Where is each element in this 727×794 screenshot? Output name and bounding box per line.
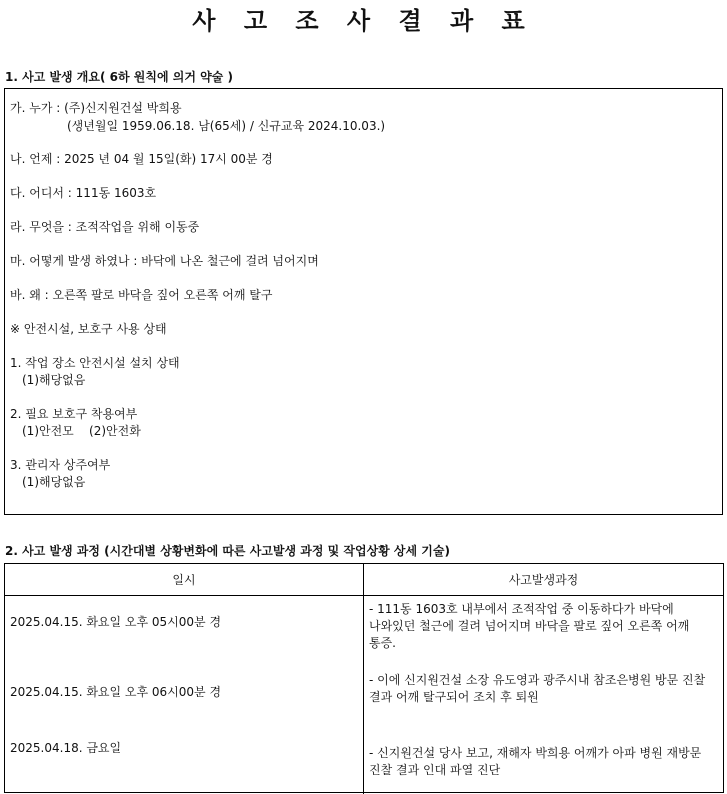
why-line: 바. 왜 : 오른쪽 팔로 바닥을 짚어 오른쪽 어깨 탈구 (10, 288, 273, 302)
document-title: 사 고 조 사 결 과 표 (192, 7, 535, 35)
safety-item-3-title: 3. 관리자 상주여부 (10, 458, 111, 472)
column-divider (363, 564, 364, 794)
safety-item-1-title: 1. 작업 장소 안전시설 설치 상태 (10, 356, 180, 370)
table-header-process: 사고발생과정 (508, 573, 579, 587)
safety-item-1-value: (1)해당없음 (22, 373, 86, 387)
section-heading-overview: 1. 사고 발생 개요( 6하 원칙에 의거 약술 ) (5, 70, 233, 84)
safety-status-heading: ※ 안전시설, 보호구 사용 상태 (10, 322, 167, 336)
row-3-date: 2025.04.18. 금요일 (10, 741, 122, 755)
row-2-process: - 이에 신지원건설 소장 유도영과 광주시내 참조은병원 방문 진찰 결과 어깨 탈구되어 조치 후 퇴원 (369, 673, 706, 704)
overview-box (4, 88, 723, 515)
who-details-line: (생년월일 1959.06.18. 남(65세) / 신규교육 2024.10.03.) (67, 119, 386, 133)
row-1-process: - 111동 1603호 내부에서 조적작업 중 이동하다가 바닥에 나와있던 철근에 걸려 넘어지며 바닥을 팔로 짚어 오른쪽 어깨 통증. (369, 602, 690, 650)
safety-item-2-title: 2. 필요 보호구 착용여부 (10, 407, 138, 421)
header-divider (5, 595, 723, 596)
table-header-date: 일시 (172, 573, 196, 587)
when-line: 나. 언제 : 2025 년 04 월 15일(화) 17시 00분 경 (10, 152, 273, 166)
where-line: 다. 어디서 : 111동 1603호 (10, 186, 157, 200)
what-line: 라. 무엇을 : 조적작업을 위해 이동중 (10, 220, 200, 234)
safety-item-3-value: (1)해당없음 (22, 475, 86, 489)
process-table (4, 563, 724, 793)
section-heading-process: 2. 사고 발생 과정 (시간대별 상황변화에 따른 사고발생 과정 및 작업상황 상세 기술) (5, 544, 450, 558)
safety-item-2-value: (1)안전모 (2)안전화 (22, 424, 141, 438)
row-2-date: 2025.04.15. 화요일 오후 06시00분 경 (10, 685, 222, 699)
how-line: 마. 어떻게 발생 하였나 : 바닥에 나온 철근에 걸려 넘어지며 (10, 254, 319, 268)
who-line: 가. 누가 : (주)신지원건설 박희용 (10, 101, 182, 115)
row-3-process: - 신지원건설 당사 보고, 재해자 박희용 어깨가 아파 병원 재방문 진찰 결과 인대 파열 진단 (369, 746, 702, 777)
row-1-date: 2025.04.15. 화요일 오후 05시00분 경 (10, 615, 222, 629)
